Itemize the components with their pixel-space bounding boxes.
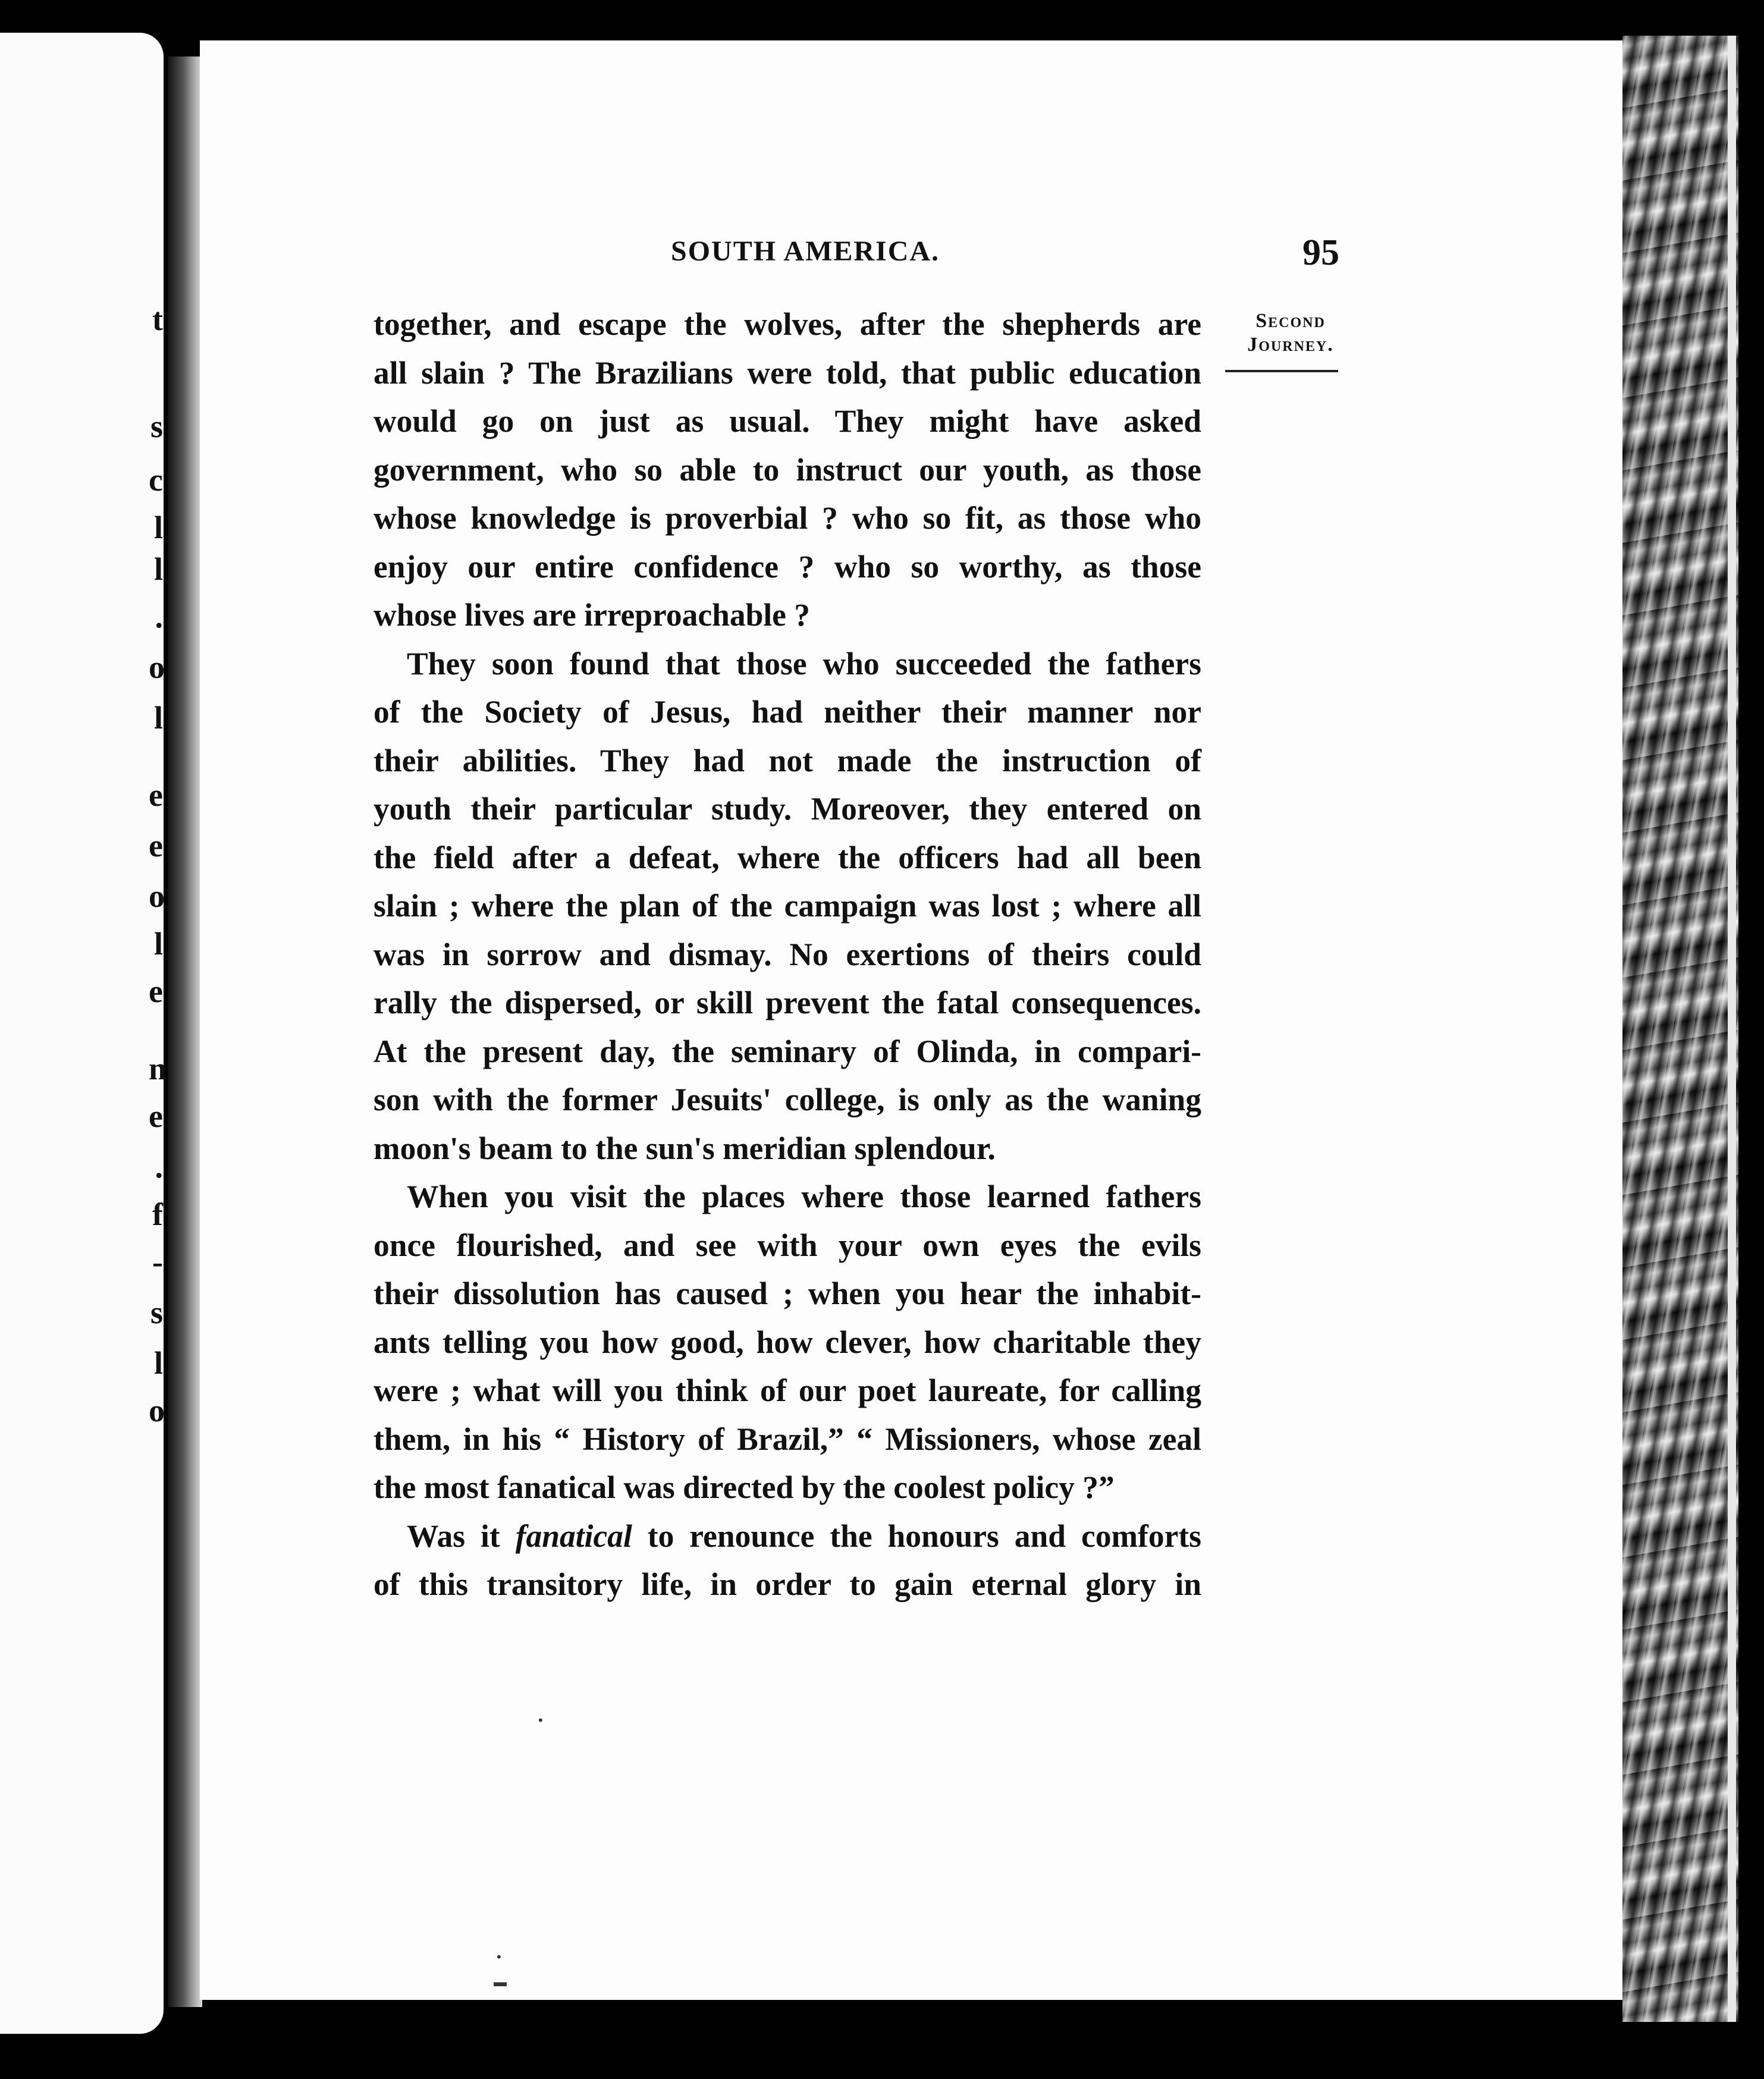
text-run: Was it: [407, 1518, 516, 1554]
text-line: enjoy our entire confidence ? who so worthy, as those: [373, 548, 1201, 585]
text-line: whose knowledge is proverbial ? who so fit, as those who: [373, 500, 1201, 536]
facing-page-letter: e: [149, 1098, 163, 1134]
text-line: government, who so able to instruct our youth, as those: [373, 451, 1201, 488]
facing-page-letter: l: [153, 551, 163, 587]
text-line: son with the former Jesuits' college, is only as the waning: [373, 1082, 1201, 1117]
italic-word: fanatical: [515, 1518, 632, 1554]
text-line: rally the dispersed, or skill prevent the fatal consequences.: [373, 985, 1201, 1020]
text-line: all slain ? The Brazilians were told, that public education: [373, 354, 1201, 391]
facing-page-letter: l: [153, 926, 163, 962]
text-line: their dissolution has caused ; when you hear the inhabit-: [373, 1276, 1201, 1311]
text-line: once flourished, and see with your own eyes the evils: [373, 1227, 1201, 1263]
text-line: them, in his “ History of Brazil,” “ Missioners, whose zeal: [373, 1421, 1201, 1457]
margin-note-line: Journey.: [1247, 334, 1334, 356]
facing-page-letter: f: [152, 1196, 163, 1232]
facing-page-letter: e: [149, 828, 163, 863]
facing-page-letter: o: [149, 1393, 165, 1428]
text-line: youth their particular study. Moreover, they entered on: [373, 791, 1201, 827]
margin-note-rule: [1225, 370, 1338, 372]
text-line: the most fanatical was directed by the coolest policy ?”: [373, 1469, 1115, 1505]
text-line: ants telling you how good, how clever, how charitable they: [373, 1324, 1201, 1360]
paper-speck: •: [538, 1713, 543, 1728]
text-line: of this transitory life, in order to gain eternal glory in: [373, 1566, 1201, 1602]
binding-gutter: [168, 56, 202, 2007]
facing-page-letter: l: [153, 1345, 163, 1381]
margin-note-line: Second: [1255, 310, 1326, 332]
text-line: together, and escape the wolves, after the shepherds are: [373, 306, 1201, 342]
facing-page-letter: o: [149, 649, 165, 685]
text-line: [373, 1512, 1201, 1561]
text-line: was in sorrow and dismay. No exertions of theirs could: [373, 936, 1201, 972]
facing-page-letter: s: [150, 409, 163, 444]
text-run: to renounce the honours and comforts: [632, 1518, 1201, 1554]
margin-note: [1231, 309, 1350, 357]
facing-page-letter: c: [149, 462, 163, 498]
text-line: the field after a defeat, where the officers had all been: [373, 839, 1201, 875]
text-line: would go on just as usual. They might have asked: [373, 403, 1201, 439]
text-line: At the present day, the seminary of Olinda, in compari-: [373, 1033, 1201, 1069]
facing-page-letter: l: [153, 510, 163, 545]
facing-page-letter: e: [149, 777, 163, 813]
text-line: of the Society of Jesus, had neither their manner nor: [373, 694, 1201, 730]
facing-page-letter: s: [150, 1295, 163, 1330]
facing-page-letter: l: [153, 700, 163, 736]
facing-page-fragment: [0, 33, 167, 2034]
body-text: [373, 300, 1201, 1609]
page-number: 95: [1302, 233, 1339, 273]
text-line: slain ; where the plan of the campaign was lost ; where all: [373, 888, 1201, 924]
text-line: their abilities. They had not made the instruction of: [373, 742, 1201, 778]
cover-edge: [1728, 36, 1736, 2022]
paper-speck: ▬: [494, 1974, 507, 1989]
facing-page-letter: -: [152, 1244, 163, 1280]
facing-page-letter: n: [149, 1051, 167, 1086]
text-line: When you visit the places where those learned fathers: [407, 1179, 1201, 1214]
facing-page-letter: .: [155, 1149, 163, 1185]
text-line: They soon found that those who succeeded the fathers: [407, 645, 1201, 682]
running-head: SOUTH AMERICA.: [671, 235, 940, 267]
text-line: were ; what will you think of our poet laureate, for calling: [373, 1373, 1201, 1408]
paper-speck: •: [497, 1949, 501, 1964]
facing-page-letter: .: [155, 599, 163, 635]
facing-page-letter: o: [149, 878, 165, 914]
marbled-cover: [1622, 36, 1738, 2022]
facing-page-letter: e: [149, 973, 163, 1009]
facing-page-letter: t: [152, 302, 163, 337]
text-line: whose lives are irreproachable ?: [373, 597, 811, 633]
text-line: moon's beam to the sun's meridian splendour.: [373, 1130, 996, 1166]
